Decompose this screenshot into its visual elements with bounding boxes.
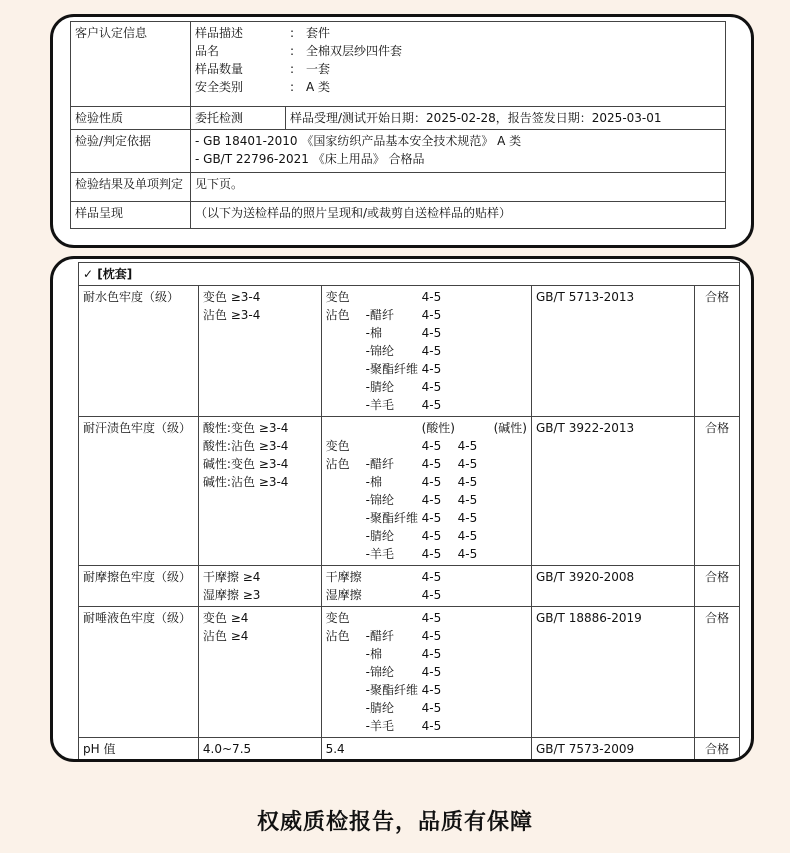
test-results-table xyxy=(78,262,740,761)
field-row: 品名 : 全棉双层纱四件套 xyxy=(195,44,403,58)
basis-item: - GB 18401-2010 《国家纺织产品基本安全技术规范》 A 类 xyxy=(195,134,522,148)
table-row xyxy=(79,607,740,738)
report-dates: 样品受理/测试开始日期：2025-02-28，报告签发日期：2025-03-01 xyxy=(286,107,726,130)
verdict: 合格 xyxy=(695,607,740,738)
table-row xyxy=(79,738,740,761)
field-row: 样品描述 : 套件 xyxy=(195,26,331,40)
report-info-frame xyxy=(50,14,754,248)
result-label: 检验结果及单项判定 xyxy=(71,173,191,202)
item-name: 耐唾液色牢度（级） xyxy=(79,607,199,738)
basis-label: 检验/判定依据 xyxy=(71,130,191,173)
test-standard: GB/T 18886-2019 xyxy=(531,607,694,738)
test-standard: GB/T 5713-2013 xyxy=(531,286,694,417)
item-name: 耐摩擦色牢度（级） xyxy=(79,566,199,607)
table-row xyxy=(79,286,740,417)
result-values: 5.4 xyxy=(321,738,531,761)
test-standard: GB/T 3920-2008 xyxy=(531,566,694,607)
test-standard: GB/T 7573-2009 xyxy=(531,738,694,761)
table-row xyxy=(79,417,740,566)
inspection-nature-value: 委托检测 xyxy=(191,107,286,130)
requirement: 酸性:变色 ≥3-4 酸性:沾色 ≥3-4 碱性:变色 ≥3-4 碱性:沾色 ≥3-4 xyxy=(198,417,321,566)
test-standard: GB/T 3922-2013 xyxy=(531,417,694,566)
verdict: 合格 xyxy=(695,417,740,566)
inspection-nature-label: 检验性质 xyxy=(71,107,191,130)
verdict: 合格 xyxy=(695,286,740,417)
result-values: 变色 4-5 沾色 -醋纤 4-5 -棉 4-5 -锦纶 4-5 -聚酯纤维 4-5 -腈纶 4-5 -羊毛 4-5 xyxy=(321,607,531,738)
report-info-table xyxy=(70,21,726,229)
item-name: 耐水色牢度（级） xyxy=(79,286,199,417)
requirement: 干摩擦 ≥4 湿摩擦 ≥3 xyxy=(198,566,321,607)
result-value: 见下页。 xyxy=(191,173,726,202)
verdict: 合格 xyxy=(695,566,740,607)
client-info-fields xyxy=(191,22,726,107)
verdict: 合格 xyxy=(695,738,740,761)
table-row xyxy=(79,566,740,607)
item-name: 耐汗渍色牢度（级） xyxy=(79,417,199,566)
requirement: 4.0~7.5 xyxy=(198,738,321,761)
field-row: 安全类别 : A 类 xyxy=(195,80,331,94)
field-row: 样品数量 : 一套 xyxy=(195,62,331,76)
client-info-label: 客户认定信息 xyxy=(71,22,191,107)
section-title: ✓ [枕套] xyxy=(79,263,740,286)
sample-label: 样品呈现 xyxy=(71,202,191,229)
result-values: (酸性) (碱性) 变色 4-5 4-5 沾色 -醋纤 4-5 4-5 -棉 4-5 4-5 -锦纶 4-5 4-5 -聚酯纤维 4-5 4-5 -腈纶 4-5 4-5 -羊毛 4-5 4-5 xyxy=(321,417,531,566)
requirement: 变色 ≥4 沾色 ≥4 xyxy=(198,607,321,738)
item-name: pH 值 xyxy=(79,738,199,761)
sample-value: （以下为送检样品的照片呈现和/或裁剪自送检样品的贴样） xyxy=(191,202,726,229)
requirement: 变色 ≥3-4 沾色 ≥3-4 xyxy=(198,286,321,417)
test-results-frame xyxy=(50,256,754,762)
page-caption: 权威质检报告，品质有保障 xyxy=(256,810,533,835)
result-values: 干摩擦 4-5 湿摩擦 4-5 xyxy=(321,566,531,607)
basis-item: - GB/T 22796-2021 《床上用品》 合格品 xyxy=(195,152,425,166)
basis-list xyxy=(191,130,726,173)
result-values: 变色 4-5 沾色 -醋纤 4-5 -棉 4-5 -锦纶 4-5 -聚酯纤维 4-5 -腈纶 4-5 -羊毛 4-5 xyxy=(321,286,531,417)
